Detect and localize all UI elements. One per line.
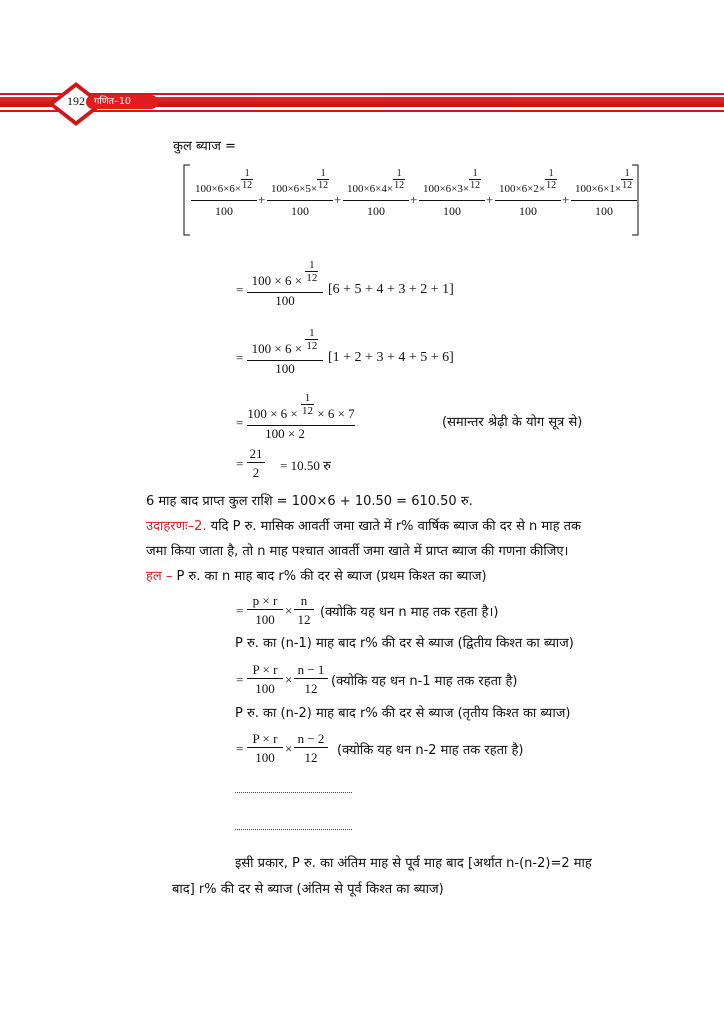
sum-term-1 (191, 168, 257, 221)
sum-term-small-frac (241, 168, 253, 192)
plus-sign: + (410, 192, 418, 207)
step-2-note: (क्योकि यह धन n-1 माह तक रहता है) (331, 674, 518, 689)
s2-frac1-num: P × r (247, 662, 283, 679)
eq3-num-left: 100 × 6 × (247, 406, 298, 422)
s3-frac2-num: n − 2 (294, 731, 328, 748)
example-2-line-1 (146, 516, 581, 534)
solution-line (146, 566, 487, 584)
eq2-small-frac (305, 328, 318, 352)
left-bracket (183, 164, 191, 236)
final-line-2: बाद] r% की दर से ब्याज (अंतिम से पूर्व किश्त का ब्याज) (172, 882, 444, 897)
equals-sign: = (236, 741, 244, 756)
s3-frac2-den: 12 (304, 750, 318, 765)
eq1-bracket: [6 + 5 + 4 + 3 + 2 + 1] (328, 282, 454, 297)
s3-frac1-den: 100 (255, 750, 275, 765)
eq2-num-text: 100 × 6 × (251, 341, 303, 357)
sum-term-denominator: 100 (595, 204, 613, 218)
book-title: गणित–10 (86, 95, 158, 109)
times-sign: × (285, 672, 293, 687)
sum-term-denominator: 100 (519, 204, 537, 218)
eq1-numerator (247, 259, 323, 293)
sfrac-bottom: 12 (470, 180, 481, 191)
eq1-denominator: 100 (275, 293, 295, 308)
sum-term-denominator: 100 (443, 204, 461, 218)
sum-term-small-frac (393, 168, 405, 192)
page-number: 192 (67, 94, 85, 108)
sum-term-5 (495, 168, 561, 221)
sum-term-numerator (343, 168, 409, 201)
sfrac-bottom: 12 (394, 180, 405, 191)
sum-term-num-text: 100×6×3× (422, 183, 470, 196)
s1-frac2-den: 12 (297, 612, 311, 627)
sum-term-numerator (571, 168, 637, 201)
sfrac-top: 1 (317, 168, 329, 180)
example-text-1: यदि P रु. मासिक आवर्ती जमा खाते में r% वार्षिक ब्याज की दर से n माह तक (206, 519, 581, 534)
times-sign: × (285, 603, 293, 618)
sfrac-top: 1 (301, 393, 314, 405)
sum-term-small-frac (469, 168, 481, 192)
step-2-intro: P रु. का (n-1) माह बाद r% की दर से ब्याज (द्वितीय किश्त का ब्याज) (235, 636, 574, 651)
s1-frac1-num: p × r (247, 593, 283, 610)
sum-term-numerator (191, 168, 257, 201)
eq4-denominator: 2 (252, 465, 260, 480)
sum-term-num-text: 100×6×4× (346, 183, 394, 196)
sum-term-3 (343, 168, 409, 221)
sum-term-small-frac (621, 168, 633, 192)
eq3-denominator: 100 × 2 (265, 426, 305, 441)
sum-term-denominator: 100 (367, 204, 385, 218)
equals-sign: = (236, 603, 244, 618)
sfrac-bottom: 12 (242, 180, 253, 191)
s2-frac2-den: 12 (304, 681, 318, 696)
eq1-small-frac (305, 260, 318, 284)
step-3-note: (क्योकि यह धन n-2 माह तक रहता है) (337, 743, 524, 758)
equals-sign: = (236, 672, 244, 687)
s2-frac1-den: 100 (255, 681, 275, 696)
sum-term-2 (267, 168, 333, 221)
s1-frac2-num: n (294, 593, 314, 610)
sum-term-6 (571, 168, 637, 221)
sum-term-4 (419, 168, 485, 221)
equals-sign: = (236, 415, 244, 430)
sfrac-top: 1 (393, 168, 405, 180)
sum-term-small-frac (317, 168, 329, 192)
sfrac-bottom: 12 (622, 180, 633, 191)
eq3-num-right: × 6 × 7 (317, 406, 355, 422)
eq3-small-frac (301, 393, 314, 417)
equals-sign: = (236, 350, 244, 365)
sfrac-top: 1 (305, 328, 318, 340)
sfrac-bottom: 12 (306, 272, 318, 284)
step-3-intro: P रु. का (n-2) माह बाद r% की दर से ब्याज (तृतीय किश्त का ब्याज) (235, 706, 571, 721)
sum-term-num-text: 100×6×5× (270, 183, 318, 196)
eq4-numerator: 21 (247, 446, 265, 463)
s2-frac2-num: n − 1 (294, 662, 328, 679)
step-1-note: (क्योकि यह धन n माह तक रहता है।) (320, 605, 499, 620)
total-amount-line: 6 माह बाद प्राप्त कुल राशि = 100×6 + 10.50 = 610.50 रु. (146, 494, 473, 509)
sum-term-numerator (419, 168, 485, 201)
eq2-numerator (247, 327, 323, 361)
sfrac-top: 1 (621, 168, 633, 180)
total-interest-label: कुल ब्याज = (173, 139, 236, 154)
eq4-result: = 10.50 रु (280, 458, 331, 473)
plus-sign: + (334, 192, 342, 207)
sum-term-num-text: 100×6×2× (498, 183, 546, 196)
sum-term-denominator: 100 (215, 204, 233, 218)
eq2-bracket: [1 + 2 + 3 + 4 + 5 + 6] (328, 350, 454, 365)
sum-term-denominator: 100 (291, 204, 309, 218)
final-line-1: इसी प्रकार, P रु. का अंतिम माह से पूर्व माह बाद [अर्थात n-(n-2)=2 माह (235, 856, 592, 871)
plus-sign: + (258, 192, 266, 207)
times-sign: × (285, 741, 293, 756)
sfrac-bottom: 12 (306, 340, 318, 352)
s1-frac1-den: 100 (255, 612, 275, 627)
eq3-numerator (247, 392, 355, 426)
sum-term-num-text: 100×6×1× (574, 183, 622, 196)
solution-label: हल – (146, 569, 173, 584)
plus-sign: + (486, 192, 494, 207)
sum-term-numerator (495, 168, 561, 201)
sfrac-top: 1 (305, 260, 318, 272)
sfrac-top: 1 (545, 168, 557, 180)
sfrac-top: 1 (241, 168, 253, 180)
sum-term-small-frac (545, 168, 557, 192)
plus-sign: + (562, 192, 570, 207)
equals-sign: = (236, 456, 244, 471)
sum-term-numerator (267, 168, 333, 201)
solution-text: P रु. का n माह बाद r% की दर से ब्याज (प्रथम किश्त का ब्याज) (172, 569, 487, 584)
sfrac-bottom: 12 (302, 405, 313, 417)
equals-sign: = (236, 282, 244, 297)
sfrac-bottom: 12 (318, 180, 329, 191)
dotted-line-1 (235, 792, 352, 793)
sum-term-num-text: 100×6×6× (194, 183, 242, 196)
dotted-line-2 (235, 829, 352, 830)
s3-frac1-num: P × r (247, 731, 283, 748)
example-label: उदाहरणः–2. (146, 519, 207, 534)
example-2-line-2: जमा किया जाता है, तो n माह पश्चात आवर्ती जमा खाते में प्राप्त ब्याज की गणना कीजिए। (146, 544, 569, 559)
big-sum-expression (183, 164, 639, 236)
sfrac-bottom: 12 (546, 180, 557, 191)
ap-formula-note: (समान्तर श्रेढ़ी के योग सूत्र से) (442, 415, 583, 430)
eq1-num-text: 100 × 6 × (251, 273, 303, 289)
sfrac-top: 1 (469, 168, 481, 180)
eq2-denominator: 100 (275, 361, 295, 376)
